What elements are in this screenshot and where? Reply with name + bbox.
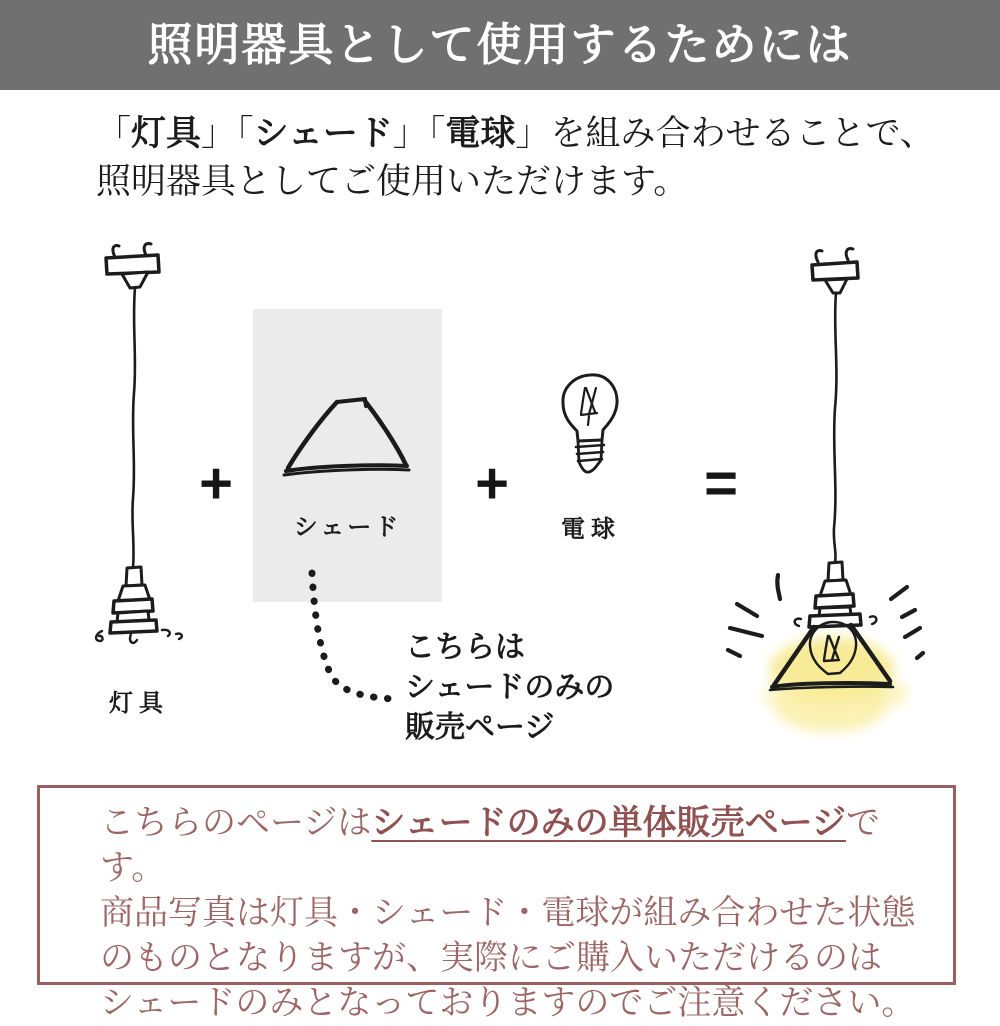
note-line-3: 販売ページ <box>405 711 555 744</box>
shade-panel <box>253 309 442 602</box>
equals-icon: = <box>704 451 738 516</box>
notice-emphasis: シェードのみの単体販売ページ <box>371 804 846 842</box>
notice-line-3: のものとなりますが、実際にご購入いただけるのは <box>100 939 882 977</box>
light-bulb-illustration <box>550 358 630 486</box>
lamp-label: 灯具 <box>109 690 169 717</box>
shade-only-note <box>405 628 614 748</box>
notice-line-2: 商品写真は灯具・シェード・電球が組み合わせた状態 <box>100 894 916 932</box>
intro-line-1: 「灯具」「シェード」「電球」を組み合わせることで、 <box>96 114 935 153</box>
plus-icon: + <box>475 451 509 516</box>
bulb-label: 電球 <box>561 516 621 543</box>
intro-text <box>96 110 935 206</box>
assembled-lamp-illustration <box>690 248 970 740</box>
note-line-2: シェードのみの <box>405 671 615 704</box>
dotted-connector-line <box>300 563 405 711</box>
banner-title: 照明器具として使用するためには <box>147 19 853 70</box>
notice-box <box>37 785 956 1022</box>
lampshade-illustration <box>275 391 420 486</box>
lamp-cord-illustration <box>86 238 196 650</box>
note-line-1: こちらは <box>405 631 525 664</box>
shade-label: シェード <box>293 514 402 541</box>
plus-icon: + <box>199 451 233 516</box>
notice-line-4: シェードのみとなっておりますのでご注意ください。 <box>100 984 916 1022</box>
page-banner <box>0 0 1000 90</box>
notice-line-1: こちらのページはシェードのみの単体販売ページです。 <box>100 804 880 887</box>
intro-line-2: 照明器具としてご使用いただけます。 <box>96 162 689 201</box>
